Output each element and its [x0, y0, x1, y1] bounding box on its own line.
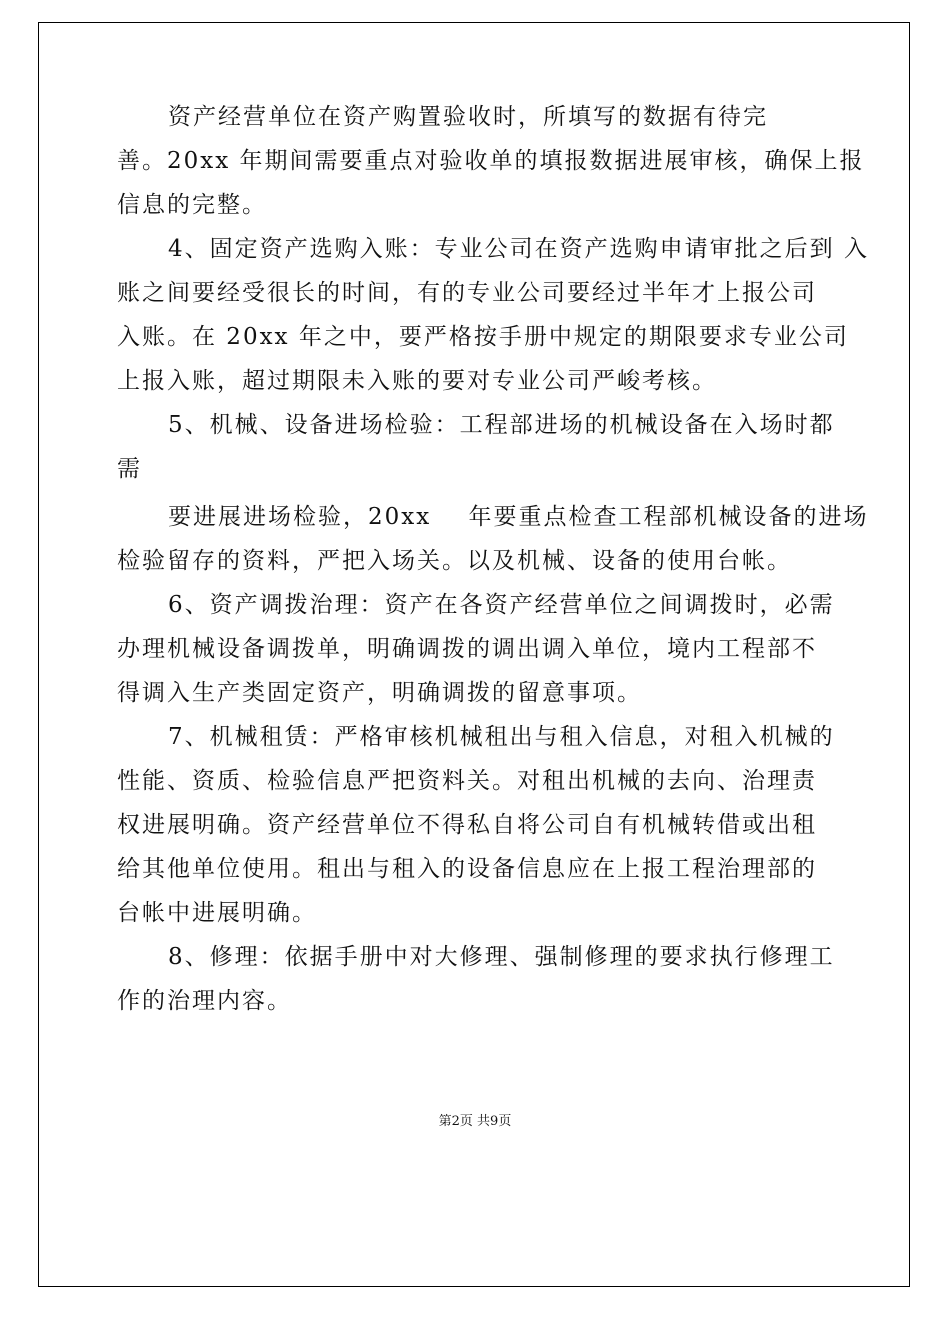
text-line: 8、修理：依据手册中对大修理、强制修理的要求执行修理工 [168, 944, 835, 970]
text-line: 要进展进场检验，20xx 年要重点检查工程部机械设备的进场 [168, 504, 869, 530]
text-line: 6、资产调拨治理：资产在各资产经营单位之间调拨时，必需 [168, 592, 835, 618]
text-line: 权进展明确。资产经营单位不得私自将公司自有机械转借或出租 [117, 812, 817, 838]
text-line: 上报入账，超过期限未入账的要对专业公司严峻考核。 [117, 368, 717, 394]
text-line: 资产经营单位在资产购置验收时，所填写的数据有待完 [168, 104, 768, 130]
text-line: 台帐中进展明确。 [117, 900, 317, 926]
text-line: 善。20xx 年期间需要重点对验收单的填报数据进展审核，确保上报 [117, 148, 865, 174]
text-line: 性能、资质、检验信息严把资料关。对租出机械的去向、治理责 [117, 768, 817, 794]
text-line: 7、机械租赁：严格审核机械租出与租入信息，对租入机械的 [168, 724, 835, 750]
text-line: 账之间要经受很长的时间，有的专业公司要经过半年才上报公司 [117, 280, 817, 306]
text-line: 作的治理内容。 [117, 988, 292, 1014]
page-number-footer: 第2页 共9页 [438, 1114, 512, 1129]
text-line: 检验留存的资料，严把入场关。以及机械、设备的使用台帐。 [117, 548, 792, 574]
text-line: 5、机械、设备进场检验：工程部进场的机械设备在入场时都 [168, 412, 835, 438]
text-line: 信息的完整。 [117, 192, 267, 218]
text-line: 办理机械设备调拨单，明确调拨的调出调入单位，境内工程部不 [117, 636, 817, 662]
text-line: 4、固定资产选购入账：专业公司在资产选购申请审批之后到 入 [168, 236, 869, 262]
text-line: 入账。在 20xx 年之中，要严格按手册中规定的期限要求专业公司 [117, 324, 849, 350]
text-line: 得调入生产类固定资产，明确调拨的留意事项。 [117, 680, 642, 706]
text-line: 需 [117, 456, 142, 482]
text-line: 给其他单位使用。租出与租入的设备信息应在上报工程治理部的 [117, 856, 817, 882]
